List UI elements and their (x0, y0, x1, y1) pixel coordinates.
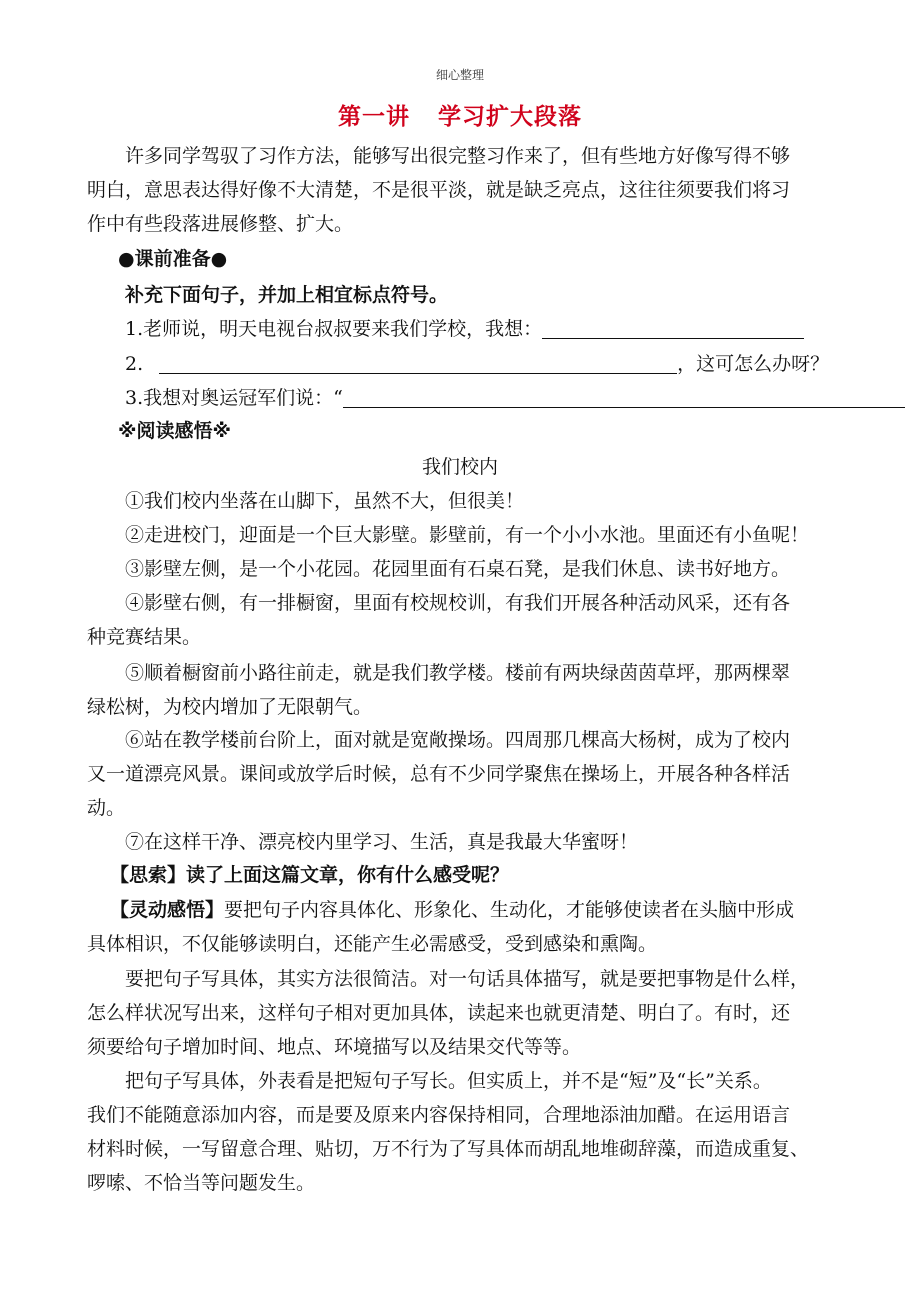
question-2-answer-blank[interactable] (159, 351, 677, 374)
article-paragraph-5-line-1: ⑤顺着橱窗前小路往前走，就是我们教学楼。楼前有两块绿茵茵草坪，那两棵翠 (125, 662, 791, 684)
title-lecture-number: 第一讲 (338, 104, 410, 130)
question-3 (125, 381, 905, 415)
question-3-answer-blank[interactable] (343, 385, 905, 408)
header-note: 细心整理 (435, 68, 484, 82)
question-1-text: 1.老师说，明天电视台叔叔要来我们学校，我想： (125, 318, 543, 340)
method-line-3: 须要给句子增加时间、地点、环境描写以及结果交代等等。 (87, 1036, 582, 1058)
article-paragraph-7: ⑦在这样干净、漂亮校内里学习、生活，真是我最大华蜜呀！ (125, 831, 639, 853)
article-paragraph-5-line-2: 绿松树，为校内增加了无限朝气。 (87, 696, 373, 718)
question-2-text: ，这可怎么办呀？ (677, 353, 830, 375)
essence-line-1: 把句子写具体，外表看是把短句子写长。但实质上，并不是“短”及“长”关系。 (125, 1070, 772, 1092)
page-title (0, 98, 920, 131)
intro-line-1: 许多同学驾驭了习作方法，能够写出很完整习作来了，但有些地方好像写得不够 (125, 145, 791, 167)
question-2-number: 2. (125, 353, 144, 375)
article-paragraph-6-line-1: ⑥站在教学楼前台阶上，面对就是宽敞操场。四周那几棵高大杨树，成为了校内 (125, 729, 791, 751)
method-line-2: 怎么样状况写出来，这样句子相对更加具体，读起来也就更清楚、明白了。有时，还 (87, 1002, 791, 1024)
article-paragraph-2: ②走进校门，迎面是一个巨大影壁。影壁前，有一个小小水池。里面还有小鱼呢！ (125, 524, 810, 546)
method-line-1: 要把句子写具体，其实方法很简洁。对一句话具体描写，就是要把事物是什么样， (125, 968, 810, 990)
think-label: 【思索】 (110, 864, 187, 886)
question-1 (125, 312, 804, 346)
essence-line-2: 我们不能随意添加内容，而是要及原来内容保持相同，合理地添油加醋。在运用语言 (87, 1104, 791, 1126)
article-paragraph-4-line-1: ④影壁右侧，有一排橱窗，里面有校规校训，有我们开展各种活动风采，还有各 (125, 592, 791, 614)
article-paragraph-4-line-2: 种竞赛结果。 (87, 626, 202, 648)
article-paragraph-3: ③影壁左侧，是一个小花园。花园里面有石桌石凳，是我们休息、读书好地方。 (125, 558, 791, 580)
insight-line-1 (110, 893, 794, 927)
intro-line-2: 明白，意思表达得好像不大清楚，不是很平淡，就是缺乏亮点，这往往须要我们将习 (87, 179, 791, 201)
think-text: 读了上面这篇文章，你有什么感受呢？ (186, 864, 510, 886)
insight-label: 【灵动感悟】 (110, 899, 225, 921)
question-2 (125, 347, 829, 381)
intro-line-3: 作中有些段落进展修整、扩大。 (87, 213, 354, 235)
article-title: 我们校内 (421, 456, 498, 478)
title-topic: 学习扩大段落 (438, 104, 582, 130)
article-paragraph-6-line-2: 又一道漂亮风景。课间或放学后时候，总有不少同学聚焦在操场上，开展各种各样活 (87, 763, 791, 785)
insight-line-2: 具体相识，不仅能够读明白，还能产生必需感受，受到感染和熏陶。 (87, 933, 658, 955)
reading-heading: ※阅读感悟※ (118, 420, 231, 442)
article-paragraph-1: ①我们校内坐落在山脚下，虽然不大，但很美！ (125, 490, 525, 512)
insight-text-1: 要把句子内容具体化、形象化、生动化，才能够使读者在头脑中形成 (224, 899, 795, 921)
think-question (110, 858, 509, 892)
question-1-answer-blank[interactable] (542, 316, 804, 339)
article-paragraph-6-line-3: 动。 (87, 797, 126, 819)
essence-line-3: 材料时候，一写留意合理、贴切，万不行为了写具体而胡乱地堆砌辞藻，而造成重复、 (87, 1138, 810, 1160)
question-3-text: 3.我想对奥运冠军们说：“ (125, 387, 343, 409)
essence-line-4: 啰嗦、不恰当等问题发生。 (87, 1172, 316, 1194)
prep-heading: ●课前准备● (118, 248, 228, 270)
prep-instruction: 补充下面句子，并加上相宜标点符号。 (125, 284, 449, 306)
